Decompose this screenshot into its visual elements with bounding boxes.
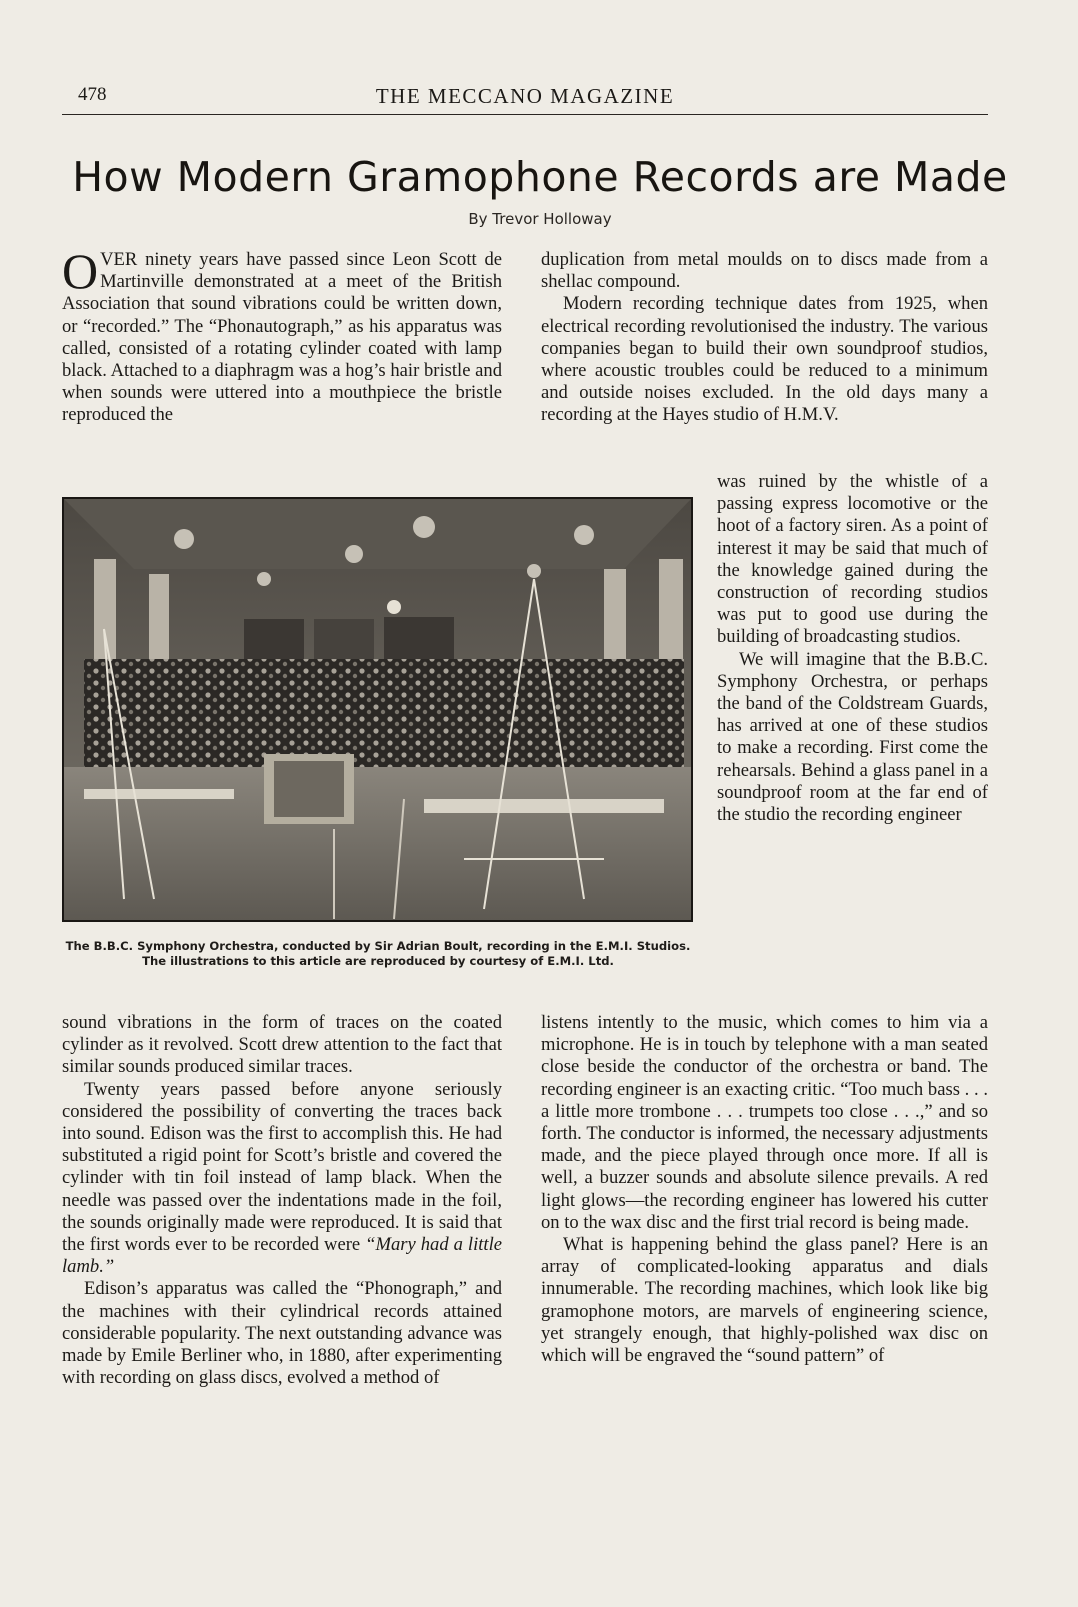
paragraph: What is happening behind the glass panel? Here is an array of complicated-looking apparatus and dials innumerable. The recording machines, which look like big gramophone motors, are marvels of engineering science, yet strangely enough, that highly-polished wax disc on which will be engraved the “sound pattern” of <box>541 1234 988 1367</box>
paragraph: sound vibrations in the form of traces on the coated cylinder as it revolved. Scott drew attention to the fact that similar sounds produced similar traces. <box>62 1012 502 1078</box>
paragraph-text: Twenty years passed before anyone seriously considered the possibility of converting the traces back into sound. Edison was the first to accomplish this. He had substituted a rigid point for Scott’s bristle and covered the cylinder with tin foil instead of lamp black. When the needle was passed over the indentations made in the foil, the sounds originally made were reproduced. It is said that the first words ever to be recorded were <box>62 1078 502 1256</box>
magazine-title: THE MECCANO MAGAZINE <box>375 84 675 108</box>
orchestra-photo <box>62 497 693 922</box>
paragraph: Edison’s apparatus was called the “Phonograph,” and the machines with their cylindrical records attained considerable popularity. The next outstanding advance was made by Emile Berliner who, in 1880, after experimenting with recording on glass discs, evolved a method of <box>62 1278 502 1389</box>
quoted-words: “Mary had a little lamb.” <box>62 1234 502 1278</box>
drop-cap: O <box>62 243 99 299</box>
photo-caption: The B.B.C. Symphony Orchestra, conducted by Sir Adrian Boult, recording in the E.M.I. Studios. The illustrations to this article are reproduced by courtesy of E.M.I. Ltd. <box>65 939 691 968</box>
paragraph: We will imagine that the B.B.C. Symphony Orchestra, or perhaps the band of the Coldstream Guards, has arrived at one of these studios to make a recording. First come the rehearsals. Behind a glass panel in a soundproof room at the far end of the studio the recording engineer <box>717 648 988 826</box>
article-title: How Modern Gramophone Records are Made <box>72 153 1008 201</box>
page-number: 478 <box>78 84 107 105</box>
paragraph <box>62 243 502 427</box>
paragraph: Modern recording technique dates from 1925, when electrical recording revolutionised the industry. The various companies began to build their own soundproof studios, where acoustic troubles could be reduced to a minimum and outside noises excluded. In the old days many a recording at the Hayes studio of H.M.V. <box>541 293 988 426</box>
left-column-top <box>62 243 502 427</box>
paragraph: was ruined by the whistle of a passing express locomotive or the hoot of a factory siren. As a point of interest it may be said that much of the knowledge gained during the construction of recording studios was put to good use during the building of broadcasting studios. <box>717 471 988 648</box>
page-header <box>62 84 988 115</box>
left-column-bottom <box>62 1012 502 1389</box>
article-byline: By Trevor Holloway <box>468 210 612 228</box>
paragraph-text: VER ninety years have passed since Leon Scott de Martinville demonstrated at a meet of the British Association that sound vibrations could be written down, or “recorded.” The “Phonautograph,” as his apparatus was called, consisted of a rotating cylinder coated with lamp black. Attached to a diaphragm was a hog’s hair bristle and when sounds were uttered into a mouthpiece the bristle reproduced the <box>62 249 502 426</box>
right-column-top <box>541 249 988 427</box>
paragraph: duplication from metal moulds on to discs made from a shellac compound. <box>541 249 988 293</box>
paragraph: listens intently to the music, which comes to him via a microphone. He is in touch by telephone with a man seated close beside the conductor of the orchestra or band. The recording engineer is an exacting critic. “Too much bass . . . a little more trombone . . . trumpets too close . . .,” and so forth. The conductor is informed, the necessary adjustments made, and the piece played through once more. If all is well, a buzzer sounds and absolute silence prevails. A red light glows—the recording engineer has lowered his cutter on to the wax disc and the first trial record is being made. <box>541 1012 988 1233</box>
photo-illustration <box>64 499 691 920</box>
right-column-narrow <box>717 471 988 826</box>
right-column-bottom <box>541 1012 988 1367</box>
paragraph <box>62 1079 502 1279</box>
